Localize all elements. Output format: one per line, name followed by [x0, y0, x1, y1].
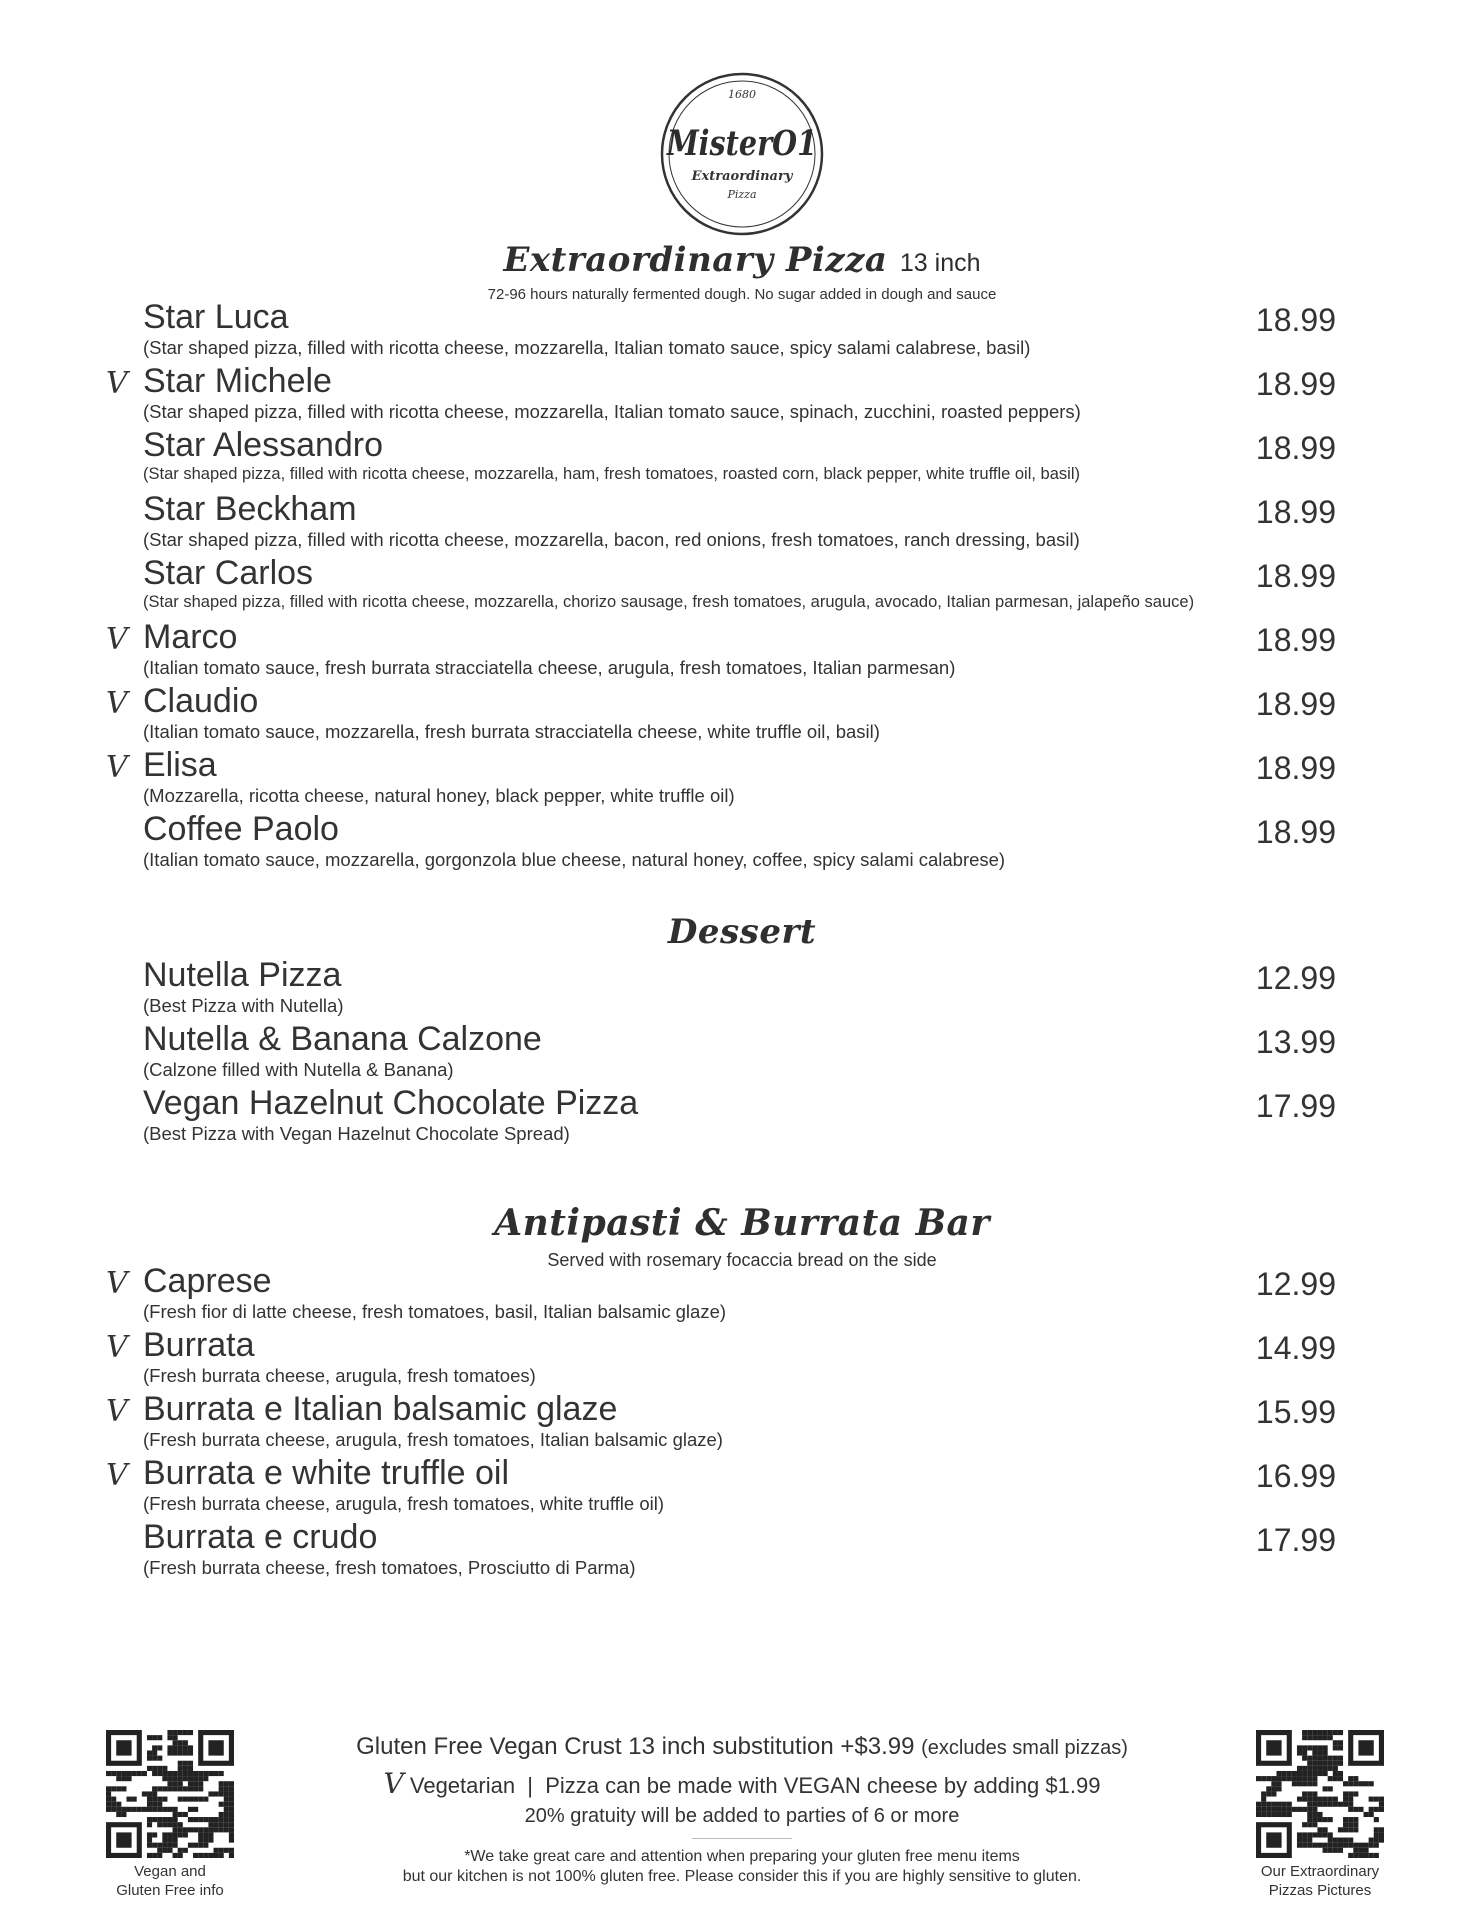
menu-item-name: Vegan Hazelnut Chocolate Pizza — [143, 1084, 639, 1122]
menu-item-price: 14.99 — [1255, 1330, 1336, 1366]
menu-item-name: Star Beckham — [143, 490, 357, 528]
menu-item-price: 18.99 — [1255, 430, 1336, 466]
qr-left-caption-line-1: Vegan and — [134, 1863, 206, 1880]
menu-item-price: 16.99 — [1255, 1458, 1336, 1494]
menu-item — [0, 1326, 1484, 1386]
vegetarian-leaf-icon: V — [106, 1394, 128, 1429]
menu-item-description: (Star shaped pizza, filled with ricotta cheese, mozzarella, Italian tomato sauce, spicy salami calabrese, basil) — [143, 337, 1031, 358]
menu-item-description: (Fresh burrata cheese, arugula, fresh tomatoes) — [143, 1365, 536, 1386]
svg-text:MisterO1: MisterO1 — [666, 123, 817, 164]
menu-item-description: (Calzone filled with Nutella & Banana) — [143, 1059, 454, 1080]
menu-item-name: Claudio — [143, 682, 259, 720]
menu-item — [0, 362, 1484, 422]
menu-item-price: 12.99 — [1255, 960, 1336, 996]
menu-item-name: Star Carlos — [143, 554, 314, 592]
menu-item-price: 18.99 — [1255, 494, 1336, 530]
menu-item-price: 15.99 — [1255, 1394, 1336, 1430]
gluten-free-crust-note: (excludes small pizzas) — [921, 1737, 1128, 1759]
menu-item — [0, 956, 1484, 1016]
menu-item — [0, 298, 1484, 358]
menu-item-price: 18.99 — [1255, 558, 1336, 594]
menu-item-description: (Fresh burrata cheese, fresh tomatoes, Prosciutto di Parma) — [143, 1557, 636, 1578]
dessert-section-heading — [0, 912, 1484, 952]
pizza-section-subtitle: 72-96 hours naturally fermented dough. No sugar added in dough and sauce — [487, 286, 997, 303]
menu-item — [0, 1390, 1484, 1450]
menu-item-name: Coffee Paolo — [143, 810, 339, 848]
mistero1-logo — [658, 70, 826, 238]
menu-item-name: Nutella Pizza — [143, 956, 342, 994]
menu-item — [0, 1518, 1484, 1578]
menu-item-price: 18.99 — [1255, 622, 1336, 658]
menu-item-name: Burrata — [143, 1326, 255, 1364]
menu-item-price: 18.99 — [1255, 750, 1336, 786]
vegetarian-legend-text: Vegetarian | Pizza can be made with VEGAN cheese by adding $1.99 — [409, 1773, 1101, 1798]
menu-item-description: (Star shaped pizza, filled with ricotta cheese, mozzarella, ham, fresh tomatoes, roasted corn, black pepper, white truffle oil, basil) — [143, 465, 1080, 483]
menu-item-description: (Fresh burrata cheese, arugula, fresh tomatoes, Italian balsamic glaze) — [143, 1429, 723, 1450]
vegetarian-legend-line — [0, 1767, 1484, 1800]
vegetarian-leaf-icon: V — [106, 686, 128, 721]
menu-item-price: 18.99 — [1255, 366, 1336, 402]
menu-item — [0, 682, 1484, 742]
menu-item-name: Burrata e Italian balsamic glaze — [143, 1390, 618, 1428]
qr-left-caption-line-2: Gluten Free info — [116, 1882, 224, 1899]
menu-item-description: (Italian tomato sauce, mozzarella, fresh burrata stracciatella cheese, white truffle oil, basil) — [143, 721, 880, 742]
qr-right-caption-line-2: Pizzas Pictures — [1268, 1882, 1372, 1899]
menu-item-description: (Star shaped pizza, filled with ricotta cheese, mozzarella, bacon, red onions, fresh tomatoes, ranch dressing, basil) — [143, 529, 1080, 550]
vegetarian-leaf-icon: V — [383, 1767, 404, 1800]
menu-item — [0, 1454, 1484, 1514]
menu-item-description: (Fresh burrata cheese, arugula, fresh tomatoes, white truffle oil) — [143, 1493, 664, 1514]
gluten-free-crust-line — [0, 1733, 1484, 1761]
menu-item — [0, 426, 1484, 486]
menu-item-price: 12.99 — [1255, 1266, 1336, 1302]
menu-item — [0, 746, 1484, 806]
gluten-free-crust-text: Gluten Free Vegan Crust 13 inch substitution +$3.99 — [356, 1733, 915, 1760]
menu-item — [0, 1020, 1484, 1080]
menu-item-name: Star Alessandro — [143, 426, 384, 464]
menu-item-name: Burrata e white truffle oil — [143, 1454, 509, 1492]
menu-item-name: Star Luca — [143, 298, 289, 336]
svg-text:Pizza: Pizza — [727, 188, 757, 201]
pizza-section-heading — [0, 240, 1484, 280]
menu-item — [0, 1262, 1484, 1322]
vegetarian-leaf-icon: V — [106, 366, 128, 401]
menu-item-description: (Italian tomato sauce, mozzarella, gorgonzola blue cheese, natural honey, coffee, spicy salami calabrese) — [143, 849, 1006, 870]
menu-item-description: (Mozzarella, ricotta cheese, natural honey, black pepper, white truffle oil) — [143, 785, 735, 806]
dessert-section-title: Dessert — [667, 912, 817, 952]
menu-item-name: Nutella & Banana Calzone — [143, 1020, 542, 1058]
menu-item — [0, 618, 1484, 678]
antipasti-section-subtitle: Served with rosemary focaccia bread on the side — [547, 1250, 937, 1270]
vegetarian-leaf-icon: V — [106, 622, 128, 657]
menu-item-description: (Fresh fior di latte cheese, fresh tomatoes, basil, Italian balsamic glaze) — [143, 1301, 727, 1322]
menu-item-price: 17.99 — [1255, 1522, 1336, 1558]
svg-text:1680: 1680 — [728, 88, 756, 101]
antipasti-section-heading — [0, 1202, 1484, 1244]
menu-item — [0, 810, 1484, 870]
menu-item-price: 18.99 — [1255, 302, 1336, 338]
gluten-disclaimer-line-2: but our kitchen is not 100% gluten free. Please consider this if you are highly sensitive to gluten. — [402, 1868, 1082, 1885]
menu-item — [0, 1084, 1484, 1144]
menu-item-name: Caprese — [143, 1262, 272, 1300]
pizza-size-label: 13 inch — [899, 249, 981, 277]
menu-item-name: Elisa — [143, 746, 217, 784]
vegetarian-leaf-icon: V — [106, 1266, 128, 1301]
menu-item-description: (Star shaped pizza, filled with ricotta cheese, mozzarella, Italian tomato sauce, spinach, zucchini, roasted peppers) — [143, 401, 1081, 422]
vegetarian-leaf-icon: V — [106, 1330, 128, 1365]
menu-item-description: (Best Pizza with Vegan Hazelnut Chocolate Spread) — [143, 1123, 570, 1144]
gluten-disclaimer-line-1: *We take great care and attention when preparing your gluten free menu items — [464, 1848, 1020, 1865]
pizza-section-title: Extraordinary Pizza — [503, 240, 888, 280]
menu-item-price: 17.99 — [1255, 1088, 1336, 1124]
svg-text:Extraordinary: Extraordinary — [691, 169, 793, 184]
menu-item-name: Burrata e crudo — [143, 1518, 378, 1556]
menu-item-price: 13.99 — [1255, 1024, 1336, 1060]
menu-item-description: (Best Pizza with Nutella) — [143, 995, 344, 1016]
gratuity-notice: 20% gratuity will be added to parties of 6 or more — [524, 1805, 960, 1827]
footer-divider — [692, 1838, 792, 1839]
menu-item-name: Marco — [143, 618, 238, 656]
menu-item-description: (Italian tomato sauce, fresh burrata stracciatella cheese, arugula, fresh tomatoes, Italian parmesan) — [143, 657, 956, 678]
menu-item — [0, 554, 1484, 614]
qr-right-caption-line-1: Our Extraordinary — [1260, 1863, 1380, 1880]
menu-item-price: 18.99 — [1255, 686, 1336, 722]
menu-item-description: (Star shaped pizza, filled with ricotta cheese, mozzarella, chorizo sausage, fresh tomatoes, arugula, avocado, Italian parmesan, jalapeño sauce) — [143, 593, 1195, 611]
vegetarian-leaf-icon: V — [106, 750, 128, 785]
menu-item-price: 18.99 — [1255, 814, 1336, 850]
menu-item-name: Star Michele — [143, 362, 332, 400]
vegetarian-leaf-icon: V — [106, 1458, 128, 1493]
menu-item — [0, 490, 1484, 550]
antipasti-section-title: Antipasti & Burrata Bar — [494, 1202, 990, 1244]
